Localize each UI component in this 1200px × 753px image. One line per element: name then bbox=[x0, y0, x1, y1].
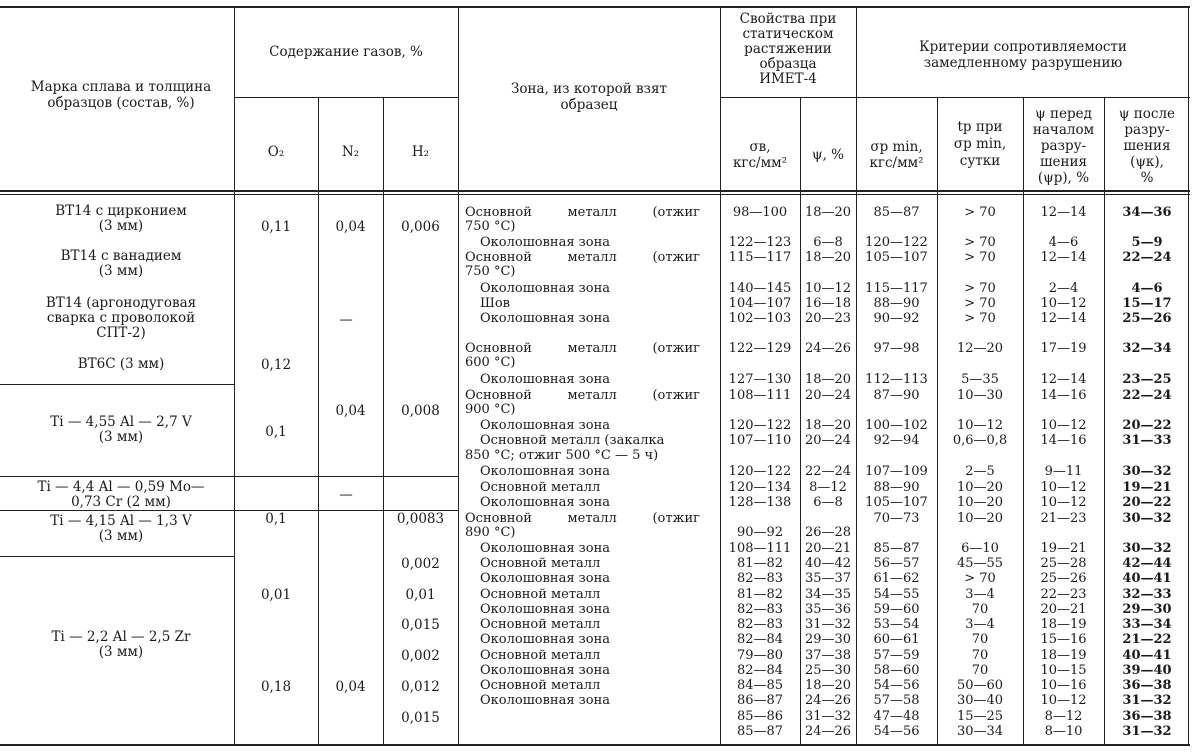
tp-header: tр при bbox=[957, 119, 1003, 135]
sigma-p-min-value: 58—60 bbox=[873, 663, 920, 678]
alloy-name: (3 мм) bbox=[98, 218, 144, 234]
sigma-p-min-value: 87—90 bbox=[873, 388, 920, 403]
psi-after-value: 31—32 bbox=[1122, 724, 1172, 739]
tp-value: > 70 bbox=[964, 311, 996, 326]
column-divider bbox=[383, 97, 384, 744]
header-bottom-border-thin bbox=[0, 194, 1190, 195]
psi-after-value: 31—32 bbox=[1122, 693, 1172, 708]
zone-label: Основной металл (отжиг bbox=[465, 388, 700, 403]
sigma-b-value: 82—84 bbox=[736, 663, 784, 678]
sigma-p-min-value: 107—109 bbox=[865, 464, 928, 479]
sigma-p-min-value: 59—60 bbox=[873, 602, 920, 617]
psi-before-value: 22—23 bbox=[1040, 587, 1087, 602]
psi-before-value: 10—12 bbox=[1040, 296, 1087, 311]
criteria-header: замедленному разрушению bbox=[923, 55, 1123, 71]
sigma-p-min-value: 88—90 bbox=[873, 480, 920, 495]
psi-after-value: 4—6 bbox=[1131, 281, 1163, 296]
alloy-column-header: Марка сплава и толщина bbox=[30, 79, 212, 95]
zone-column-header: образец bbox=[560, 97, 618, 113]
zone-label: Основной металл bbox=[480, 678, 601, 693]
column-divider bbox=[458, 6, 459, 744]
psi-after-value: 22—24 bbox=[1122, 250, 1172, 265]
sigma-b-header: кгс/мм² bbox=[732, 155, 788, 171]
zone-label: Околошовная зона bbox=[480, 632, 611, 647]
sigma-b-value: 82—83 bbox=[736, 617, 784, 632]
static-tension-header: образца bbox=[759, 56, 817, 72]
zone-label: Околошовная зона bbox=[480, 663, 611, 678]
sigma-p-min-value: 54—56 bbox=[873, 678, 920, 693]
sigma-p-min-value: 85—87 bbox=[873, 205, 920, 220]
zone-label: Основной металл bbox=[480, 480, 601, 495]
psi-after-value: 29—30 bbox=[1122, 602, 1172, 617]
h2-value: 0,0083 bbox=[396, 511, 445, 527]
sigma-b-value: 81—82 bbox=[736, 587, 784, 602]
zone-label: Околошовная зона bbox=[480, 418, 611, 433]
zone-label: 890 °С) bbox=[465, 525, 516, 540]
tp-value: 10—20 bbox=[956, 495, 1004, 510]
criteria-header: Критерии сопротивляемости bbox=[919, 39, 1127, 55]
column-divider bbox=[318, 97, 319, 744]
psi-after-value: 31—33 bbox=[1122, 433, 1172, 448]
sigma-p-min-value: 85—87 bbox=[873, 541, 920, 556]
sigma-b-value: 82—83 bbox=[736, 602, 784, 617]
psi-value: 16—18 bbox=[804, 296, 852, 311]
alloy-separator bbox=[0, 510, 458, 511]
psi-value: 35—36 bbox=[804, 602, 852, 617]
psi-before-value: 12—14 bbox=[1040, 250, 1087, 265]
alloy-name: (3 мм) bbox=[98, 429, 144, 445]
n2-column-header: N₂ bbox=[341, 144, 360, 160]
zone-label: Основной металл (отжиг bbox=[465, 205, 700, 220]
psi-after-header: (ψк), bbox=[1130, 154, 1164, 170]
psi-header: ψ, % bbox=[812, 147, 844, 163]
tp-value: 45—55 bbox=[956, 556, 1004, 571]
gas-dash: — bbox=[339, 312, 353, 328]
tp-value: 3—4 bbox=[965, 587, 995, 602]
psi-before-value: 10—16 bbox=[1040, 678, 1087, 693]
psi-value: 24—26 bbox=[804, 693, 852, 708]
psi-after-value: 32—34 bbox=[1122, 341, 1172, 356]
alloy-name: (3 мм) bbox=[98, 263, 144, 279]
zone-label: Основной металл bbox=[480, 556, 601, 571]
psi-value: 18—20 bbox=[804, 418, 852, 433]
tp-value: > 70 bbox=[964, 281, 996, 296]
sigma-p-min-header: σр min, bbox=[870, 139, 923, 155]
psi-value: 8—12 bbox=[809, 480, 847, 495]
psi-before-value: 25—26 bbox=[1040, 571, 1087, 586]
sigma-b-value: 122—123 bbox=[728, 235, 792, 250]
alloy-name: ВТ14 с цирконием bbox=[55, 203, 187, 219]
zone-label: Околошовная зона bbox=[480, 541, 611, 556]
h2-value: 0,002 bbox=[401, 556, 440, 572]
sigma-p-min-value: 100—102 bbox=[865, 418, 928, 433]
psi-after-value: 23—25 bbox=[1122, 372, 1172, 387]
psi-value: 20—24 bbox=[804, 433, 852, 448]
zone-label: Околошовная зона bbox=[480, 571, 611, 586]
psi-before-value: 4—6 bbox=[1048, 235, 1079, 250]
psi-value: 10—12 bbox=[804, 281, 852, 296]
psi-before-value: 8—10 bbox=[1044, 724, 1083, 739]
psi-before-value: 17—19 bbox=[1040, 341, 1087, 356]
psi-value: 18—20 bbox=[804, 678, 852, 693]
psi-before-value: 15—16 bbox=[1040, 632, 1087, 647]
zone-label: Околошовная зона bbox=[480, 602, 611, 617]
psi-before-header: началом bbox=[1032, 122, 1095, 138]
psi-value: 34—35 bbox=[804, 587, 852, 602]
psi-after-value: 34—36 bbox=[1122, 205, 1172, 220]
tp-value: 50—60 bbox=[956, 678, 1004, 693]
o2-value: 0,1 bbox=[265, 511, 287, 527]
psi-value: 31—32 bbox=[804, 617, 852, 632]
psi-after-value: 5—9 bbox=[1131, 235, 1163, 250]
header-bottom-border bbox=[0, 190, 1190, 192]
psi-value: 18—20 bbox=[804, 372, 852, 387]
psi-after-value: 30—32 bbox=[1122, 511, 1172, 526]
criteria-header-rule bbox=[856, 97, 1190, 98]
tp-value: 2—5 bbox=[965, 464, 995, 479]
sigma-b-value: 120—122 bbox=[728, 464, 792, 479]
alloy-name: ВТ14 с ванадием bbox=[60, 248, 182, 264]
sigma-b-value: 127—130 bbox=[728, 372, 792, 387]
sigma-p-min-value: 47—48 bbox=[873, 709, 920, 724]
psi-after-value: 30—32 bbox=[1122, 464, 1172, 479]
zone-label: 900 °С) bbox=[465, 402, 516, 417]
psi-value: 20—21 bbox=[804, 541, 852, 556]
psi-after-value: 20—22 bbox=[1122, 418, 1172, 433]
psi-before-value: 21—23 bbox=[1040, 511, 1087, 526]
sigma-p-min-value: 57—59 bbox=[873, 648, 920, 663]
sigma-b-value: 108—111 bbox=[728, 388, 792, 403]
n2-value: 0,04 bbox=[335, 679, 366, 695]
tp-value: 15—25 bbox=[956, 709, 1004, 724]
psi-value: 24—26 bbox=[804, 341, 852, 356]
psi-value: 6—8 bbox=[813, 495, 843, 510]
sigma-p-min-value: 56—57 bbox=[873, 556, 920, 571]
gas-header-rule bbox=[234, 97, 458, 98]
sigma-p-min-value: 70—73 bbox=[873, 511, 920, 526]
alloy-name: Ti — 4,4 Al — 0,59 Mo— bbox=[37, 479, 205, 495]
psi-before-value: 9—11 bbox=[1044, 464, 1083, 479]
sigma-p-min-value: 88—90 bbox=[873, 296, 920, 311]
tp-value: > 70 bbox=[964, 571, 996, 586]
sigma-b-value: 108—111 bbox=[728, 541, 792, 556]
psi-before-header: разру- bbox=[1040, 138, 1087, 154]
static-tension-header: растяжении bbox=[744, 41, 832, 57]
tp-value: 10—12 bbox=[956, 418, 1004, 433]
static-tension-header: статическом bbox=[742, 26, 834, 42]
zone-label: Околошовная зона bbox=[480, 311, 611, 326]
psi-value: 26—28 bbox=[804, 525, 852, 540]
o2-value: 0,01 bbox=[260, 587, 292, 603]
psi-before-value: 10—12 bbox=[1040, 495, 1087, 510]
tp-header: σр min, bbox=[953, 136, 1007, 152]
tp-value: 6—10 bbox=[961, 541, 999, 556]
h2-value: 0,002 bbox=[401, 648, 440, 664]
o2-value: 0,1 bbox=[265, 424, 287, 440]
h2-column-header: H₂ bbox=[411, 144, 430, 160]
h2-value: 0,01 bbox=[405, 587, 436, 603]
sigma-p-min-value: 92—94 bbox=[873, 433, 920, 448]
psi-before-value: 18—19 bbox=[1040, 617, 1087, 632]
psi-before-value: 2—4 bbox=[1048, 281, 1079, 296]
alloy-name: (3 мм) bbox=[98, 644, 144, 660]
psi-before-header: шения bbox=[1039, 154, 1088, 170]
column-divider bbox=[234, 6, 235, 744]
psi-before-header: ψ перед bbox=[1035, 106, 1092, 122]
sigma-p-min-value: 97—98 bbox=[873, 341, 920, 356]
alloy-name: сварка с проволокой bbox=[46, 310, 196, 326]
alloy-name: 0,73 Cr (2 мм) bbox=[71, 494, 171, 510]
sigma-p-min-value: 105—107 bbox=[865, 495, 928, 510]
psi-value: 20—23 bbox=[804, 311, 852, 326]
psi-after-value: 22—24 bbox=[1122, 388, 1172, 403]
alloy-name: (3 мм) bbox=[98, 528, 144, 544]
psi-before-value: 19—21 bbox=[1040, 541, 1087, 556]
psi-after-header: разру- bbox=[1124, 122, 1170, 138]
zone-label: Околошовная зона bbox=[480, 372, 611, 387]
sigma-b-value: 82—84 bbox=[736, 632, 784, 647]
psi-before-value: 10—12 bbox=[1040, 693, 1087, 708]
sigma-b-value: 79—80 bbox=[736, 648, 784, 663]
psi-after-value: 21—22 bbox=[1122, 632, 1172, 647]
psi-after-value: 30—32 bbox=[1122, 541, 1172, 556]
psi-after-value: 39—40 bbox=[1122, 663, 1172, 678]
alloy-name: Ti — 2,2 Al — 2,5 Zr bbox=[51, 629, 191, 645]
tp-value: 5—35 bbox=[961, 372, 999, 387]
psi-after-value: 36—38 bbox=[1122, 678, 1172, 693]
psi-after-value: 33—34 bbox=[1122, 617, 1172, 632]
psi-value: 20—24 bbox=[804, 388, 852, 403]
sigma-b-value: 140—145 bbox=[728, 281, 792, 296]
sigma-p-min-value: 115—117 bbox=[865, 281, 928, 296]
tp-value: 10—20 bbox=[956, 511, 1004, 526]
tp-value: 70 bbox=[971, 648, 989, 663]
tp-value: > 70 bbox=[964, 205, 996, 220]
sigma-p-min-header: кгс/мм² bbox=[869, 155, 924, 171]
sigma-b-value: 120—122 bbox=[728, 418, 792, 433]
sigma-p-min-value: 112—113 bbox=[865, 372, 928, 387]
psi-before-value: 12—14 bbox=[1040, 311, 1087, 326]
zone-label: 600 °С) bbox=[465, 355, 516, 370]
o2-column-header: O₂ bbox=[267, 144, 285, 160]
n2-value: 0,04 bbox=[335, 403, 366, 419]
psi-before-value: 18—19 bbox=[1040, 648, 1087, 663]
tp-value: 70 bbox=[971, 663, 989, 678]
gas-dash: — bbox=[339, 487, 353, 503]
zone-label: 750 °С) bbox=[465, 219, 516, 234]
psi-after-value: 42—44 bbox=[1122, 556, 1172, 571]
psi-after-value: 15—17 bbox=[1122, 296, 1172, 311]
sigma-p-min-value: 60—61 bbox=[873, 632, 920, 647]
tp-value: > 70 bbox=[964, 235, 996, 250]
sigma-b-value: 85—87 bbox=[736, 724, 784, 739]
table-top-border bbox=[0, 6, 1190, 8]
tp-value: 70 bbox=[971, 602, 989, 617]
tp-value: 70 bbox=[971, 632, 989, 647]
zone-label: Основной металл (отжиг bbox=[465, 511, 700, 526]
psi-before-header: (ψр), % bbox=[1037, 170, 1090, 186]
psi-value: 25—30 bbox=[804, 663, 852, 678]
alloy-separator bbox=[0, 476, 458, 477]
zone-label: Основной металл bbox=[480, 617, 601, 632]
psi-after-header: шения bbox=[1123, 138, 1171, 154]
psi-value: 35—37 bbox=[804, 571, 852, 586]
zone-column-header: Зона, из которой взят bbox=[511, 81, 667, 97]
zone-label: Шов bbox=[480, 296, 510, 311]
tp-value: 30—34 bbox=[956, 724, 1004, 739]
psi-after-value: 40—41 bbox=[1122, 571, 1172, 586]
psi-before-value: 12—14 bbox=[1040, 205, 1087, 220]
psi-after-header: % bbox=[1140, 170, 1154, 186]
sigma-p-min-value: 53—54 bbox=[873, 617, 920, 632]
sigma-b-value: 86—87 bbox=[736, 693, 784, 708]
o2-value: 0,11 bbox=[260, 219, 292, 235]
psi-value: 18—20 bbox=[804, 250, 852, 265]
static-tension-header: ИМЕТ-4 bbox=[759, 71, 817, 87]
sigma-b-value: 84—85 bbox=[736, 678, 784, 693]
psi-value: 40—42 bbox=[804, 556, 852, 571]
psi-after-value: 36—38 bbox=[1122, 709, 1172, 724]
h2-value: 0,006 bbox=[401, 219, 440, 235]
psi-value: 22—24 bbox=[804, 464, 852, 479]
sigma-b-value: 98—100 bbox=[732, 205, 788, 220]
psi-value: 6—8 bbox=[813, 235, 843, 250]
o2-value: 0,18 bbox=[260, 679, 292, 695]
sigma-p-min-value: 54—55 bbox=[873, 587, 920, 602]
tp-value: > 70 bbox=[964, 296, 996, 311]
tp-value: 3—4 bbox=[965, 617, 995, 632]
zone-label: Основной металл (отжиг bbox=[465, 250, 700, 265]
psi-value: 29—30 bbox=[804, 632, 852, 647]
sigma-p-min-value: 57—58 bbox=[873, 693, 920, 708]
tp-value: 12—20 bbox=[956, 341, 1004, 356]
alloy-name: Ti — 4,55 Al — 2,7 V bbox=[50, 414, 192, 430]
tp-value: > 70 bbox=[964, 250, 996, 265]
zone-label: Околошовная зона bbox=[480, 464, 611, 479]
psi-after-header: ψ после bbox=[1118, 106, 1176, 122]
sigma-p-min-value: 61—62 bbox=[873, 571, 920, 586]
zone-label: 850 °С; отжиг 500 °С — 5 ч) bbox=[465, 448, 659, 463]
static-tension-header: Свойства при bbox=[739, 11, 837, 27]
sigma-b-value: 81—82 bbox=[736, 556, 784, 571]
sigma-b-value: 104—107 bbox=[728, 296, 792, 311]
sigma-b-value: 120—134 bbox=[728, 480, 792, 495]
psi-before-value: 25—28 bbox=[1040, 556, 1087, 571]
psi-before-value: 8—12 bbox=[1044, 709, 1083, 724]
psi-before-value: 12—14 bbox=[1040, 372, 1087, 387]
psi-value: 24—26 bbox=[804, 724, 852, 739]
h2-value: 0,012 bbox=[401, 679, 440, 695]
psi-after-value: 19—21 bbox=[1122, 480, 1172, 495]
sigma-p-min-value: 105—107 bbox=[865, 250, 928, 265]
h2-value: 0,008 bbox=[401, 403, 440, 419]
h2-value: 0,015 bbox=[401, 710, 440, 726]
tp-value: 30—40 bbox=[956, 693, 1004, 708]
gas-content-header: Содержание газов, % bbox=[269, 44, 423, 60]
tp-value: 10—20 bbox=[956, 480, 1004, 495]
sigma-b-value: 107—110 bbox=[728, 433, 792, 448]
sigma-b-value: 82—83 bbox=[736, 571, 784, 586]
alloy-separator bbox=[0, 384, 234, 385]
sigma-p-min-value: 120—122 bbox=[865, 235, 928, 250]
zone-label: Основной металл bbox=[480, 587, 601, 602]
sigma-b-header: σв, bbox=[749, 139, 771, 155]
psi-before-value: 10—12 bbox=[1040, 418, 1087, 433]
sigma-b-value: 90—92 bbox=[736, 525, 784, 540]
psi-before-value: 20—21 bbox=[1040, 602, 1087, 617]
psi-after-value: 32—33 bbox=[1122, 587, 1172, 602]
psi-before-value: 10—15 bbox=[1040, 663, 1087, 678]
zone-label: Околошовная зона bbox=[480, 281, 611, 296]
sigma-b-value: 115—117 bbox=[728, 250, 792, 265]
sigma-b-value: 128—138 bbox=[728, 495, 792, 510]
zone-label: Околошовная зона bbox=[480, 693, 611, 708]
zone-label: Основной металл (отжиг bbox=[465, 341, 700, 356]
alloy-name: СПТ-2) bbox=[96, 325, 146, 341]
psi-value: 18—20 bbox=[804, 205, 852, 220]
zone-label: 750 °С) bbox=[465, 264, 516, 279]
psi-before-value: 10—12 bbox=[1040, 480, 1087, 495]
psi-after-value: 25—26 bbox=[1122, 311, 1172, 326]
sigma-p-min-value: 90—92 bbox=[873, 311, 920, 326]
n2-value: 0,04 bbox=[335, 219, 366, 235]
h2-value: 0,015 bbox=[401, 617, 440, 633]
table-bottom-border bbox=[0, 744, 1190, 746]
sigma-b-value: 85—86 bbox=[736, 709, 784, 724]
alloy-separator bbox=[0, 556, 234, 557]
alloy-name: ВТ14 (аргонодуговая bbox=[45, 295, 197, 311]
sigma-p-min-value: 54—56 bbox=[873, 724, 920, 739]
zone-label: Околошовная зона bbox=[480, 495, 611, 510]
psi-value: 31—32 bbox=[804, 709, 852, 724]
alloy-name: ВТ6С (3 мм) bbox=[77, 356, 165, 372]
psi-before-value: 14—16 bbox=[1040, 388, 1087, 403]
zone-label: Основной металл (закалка bbox=[480, 433, 665, 448]
sigma-b-value: 102—103 bbox=[728, 311, 792, 326]
psi-before-value: 14—16 bbox=[1040, 433, 1087, 448]
alloy-name: Ti — 4,15 Al — 1,3 V bbox=[50, 513, 192, 529]
zone-label: Основной металл bbox=[480, 648, 601, 663]
tp-value: 0,6—0,8 bbox=[952, 433, 1008, 448]
psi-after-value: 20—22 bbox=[1122, 495, 1172, 510]
tp-value: 10—30 bbox=[956, 388, 1004, 403]
zone-label: Околошовная зона bbox=[480, 235, 611, 250]
psi-after-value: 40—41 bbox=[1122, 648, 1172, 663]
sigma-b-value: 122—129 bbox=[728, 341, 792, 356]
alloy-column-header: образцов (состав, %) bbox=[47, 95, 195, 111]
psi-value: 37—38 bbox=[804, 648, 852, 663]
o2-value: 0,12 bbox=[260, 357, 292, 373]
tp-header: сутки bbox=[959, 153, 1001, 169]
static-header-rule bbox=[720, 97, 856, 98]
